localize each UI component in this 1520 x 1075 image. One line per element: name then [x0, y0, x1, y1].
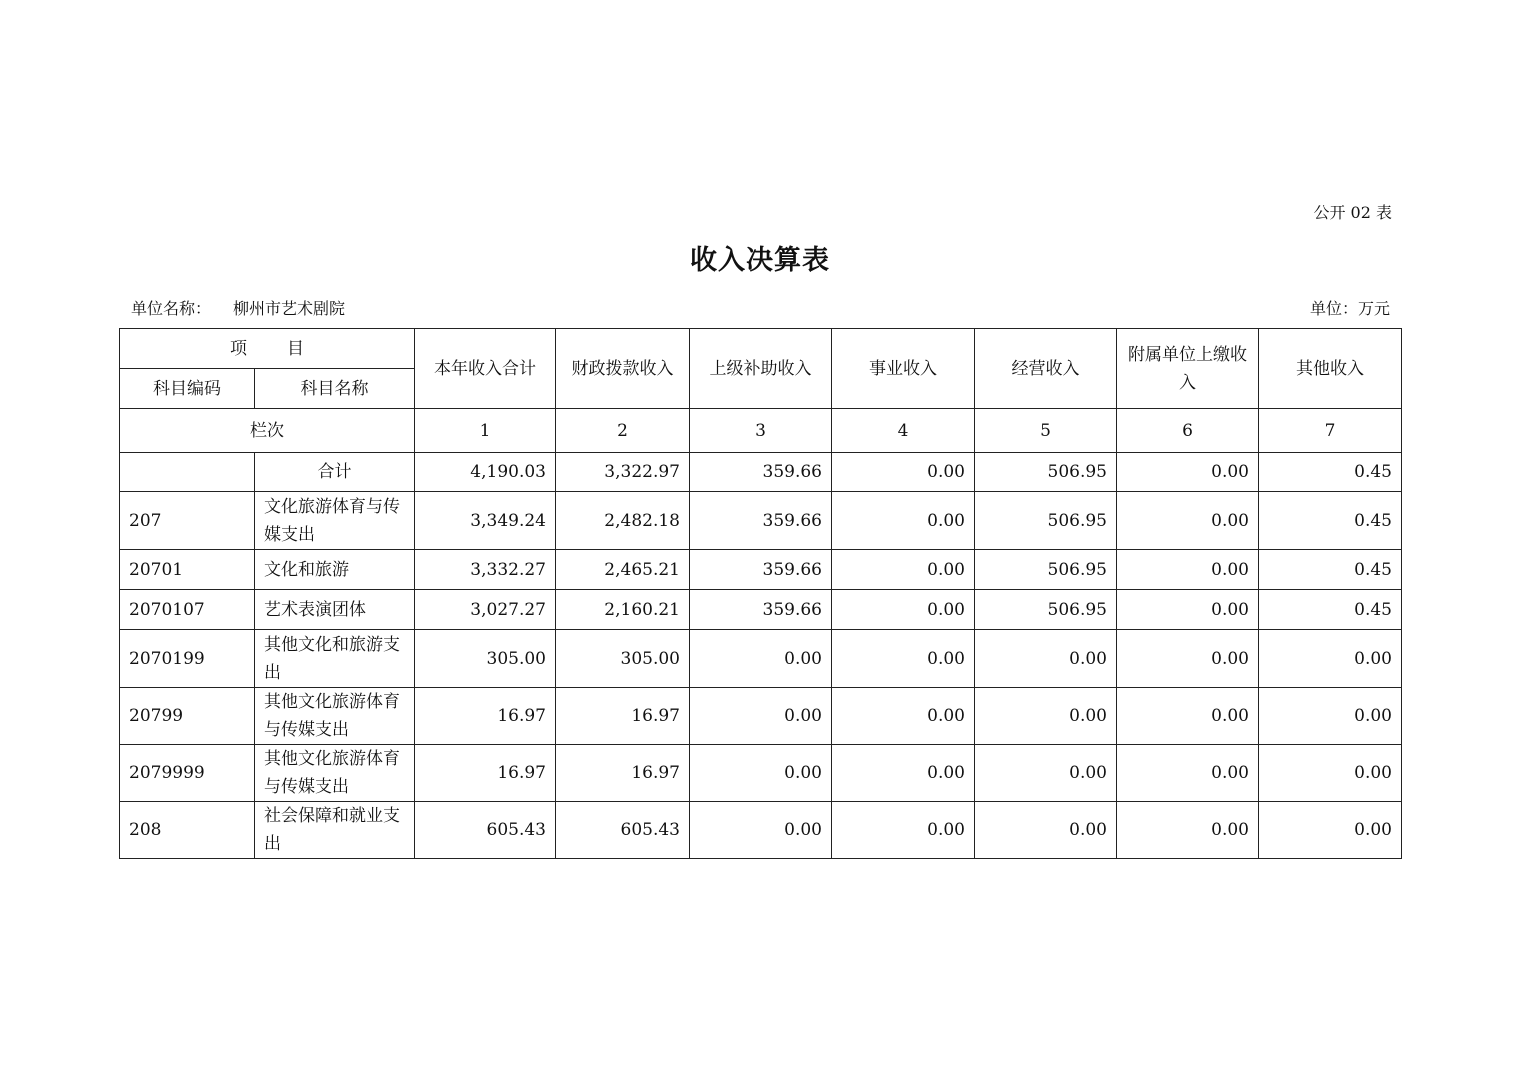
amount-cell: 0.00	[1259, 802, 1402, 859]
amount-cell: 0.00	[975, 688, 1117, 745]
amount-cell: 0.00	[1259, 688, 1402, 745]
account-name: 社会保障和就业支出	[255, 802, 415, 859]
amount-cell: 0.00	[975, 630, 1117, 688]
amount-cell: 506.95	[975, 453, 1117, 492]
column-number-row	[120, 409, 1402, 453]
account-name: 文化和旅游	[255, 550, 415, 590]
table-body	[120, 453, 1402, 859]
amount-cell: 0.00	[832, 745, 975, 802]
amount-cell: 0.00	[690, 745, 832, 802]
account-code: 20701	[120, 550, 255, 590]
amount-cell: 16.97	[556, 745, 690, 802]
amount-cell: 3,027.27	[415, 590, 556, 630]
column-number: 7	[1259, 409, 1402, 453]
account-code: 207	[120, 492, 255, 550]
amount-cell: 0.00	[1259, 630, 1402, 688]
column-number-label: 栏次	[120, 409, 415, 453]
amount-cell: 3,332.27	[415, 550, 556, 590]
amount-cell: 0.00	[832, 453, 975, 492]
table-row	[120, 745, 1402, 802]
amount-cell: 0.00	[1117, 630, 1259, 688]
account-name: 合计	[255, 453, 415, 492]
amount-cell: 0.00	[832, 802, 975, 859]
amount-cell: 359.66	[690, 550, 832, 590]
table-row	[120, 802, 1402, 859]
currency-unit: 单位：万元	[1309, 299, 1390, 318]
amount-cell: 0.00	[1117, 492, 1259, 550]
table-row	[120, 590, 1402, 630]
account-name: 其他文化旅游体育与传媒支出	[255, 688, 415, 745]
amount-cell: 0.00	[1117, 688, 1259, 745]
column-number: 6	[1117, 409, 1259, 453]
amount-cell: 2,160.21	[556, 590, 690, 630]
header-col-total: 本年收入合计	[415, 329, 556, 409]
amount-cell: 2,465.21	[556, 550, 690, 590]
amount-cell: 0.00	[832, 630, 975, 688]
amount-cell: 359.66	[690, 492, 832, 550]
page-title: 收入决算表	[690, 245, 830, 276]
amount-cell: 305.00	[556, 630, 690, 688]
amount-cell: 0.00	[832, 590, 975, 630]
account-code: 2079999	[120, 745, 255, 802]
amount-cell: 16.97	[415, 688, 556, 745]
account-code: 208	[120, 802, 255, 859]
amount-cell: 0.00	[1117, 590, 1259, 630]
unit-name-value: 柳州市艺术剧院	[233, 299, 346, 318]
amount-cell: 3,349.24	[415, 492, 556, 550]
column-number: 1	[415, 409, 556, 453]
amount-cell: 16.97	[415, 745, 556, 802]
column-number: 3	[690, 409, 832, 453]
amount-cell: 359.66	[690, 590, 832, 630]
amount-cell: 0.45	[1259, 550, 1402, 590]
amount-cell: 0.00	[832, 550, 975, 590]
table-row	[120, 550, 1402, 590]
amount-cell: 605.43	[556, 802, 690, 859]
header-name: 科目名称	[255, 369, 415, 409]
amount-cell: 506.95	[975, 590, 1117, 630]
amount-cell: 0.00	[832, 492, 975, 550]
amount-cell: 0.00	[690, 688, 832, 745]
header-col-fiscal: 财政拨款收入	[556, 329, 690, 409]
account-code: 2070107	[120, 590, 255, 630]
unit-name-label: 单位名称：	[131, 299, 212, 318]
header-col-other: 其他收入	[1259, 329, 1402, 409]
account-name: 艺术表演团体	[255, 590, 415, 630]
amount-cell: 605.43	[415, 802, 556, 859]
amount-cell: 506.95	[975, 492, 1117, 550]
amount-cell: 16.97	[556, 688, 690, 745]
amount-cell: 0.00	[1117, 550, 1259, 590]
account-name: 其他文化和旅游支出	[255, 630, 415, 688]
header-col-business: 事业收入	[832, 329, 975, 409]
amount-cell: 0.45	[1259, 590, 1402, 630]
amount-cell: 2,482.18	[556, 492, 690, 550]
amount-cell: 506.95	[975, 550, 1117, 590]
header-row-1	[120, 329, 1402, 369]
column-number: 2	[556, 409, 690, 453]
account-name: 其他文化旅游体育与传媒支出	[255, 745, 415, 802]
table-row	[120, 453, 1402, 492]
header-code: 科目编码	[120, 369, 255, 409]
amount-cell: 0.45	[1259, 492, 1402, 550]
amount-cell: 0.00	[1117, 745, 1259, 802]
income-table	[119, 328, 1402, 859]
amount-cell: 4,190.03	[415, 453, 556, 492]
account-code: 2070199	[120, 630, 255, 688]
header-col-affiliated: 附属单位上缴收入	[1117, 329, 1259, 409]
account-code: 20799	[120, 688, 255, 745]
table-row	[120, 630, 1402, 688]
amount-cell: 0.00	[975, 745, 1117, 802]
amount-cell: 3,322.97	[556, 453, 690, 492]
amount-cell: 0.00	[1117, 802, 1259, 859]
amount-cell: 0.00	[832, 688, 975, 745]
column-number: 4	[832, 409, 975, 453]
amount-cell: 305.00	[415, 630, 556, 688]
table-row	[120, 688, 1402, 745]
account-name: 文化旅游体育与传媒支出	[255, 492, 415, 550]
account-code	[120, 453, 255, 492]
table-row	[120, 492, 1402, 550]
column-number: 5	[975, 409, 1117, 453]
amount-cell: 359.66	[690, 453, 832, 492]
amount-cell: 0.00	[1117, 453, 1259, 492]
amount-cell: 0.00	[1259, 745, 1402, 802]
amount-cell: 0.00	[975, 802, 1117, 859]
amount-cell: 0.00	[690, 630, 832, 688]
header-project: 项 目	[120, 329, 415, 369]
header-col-operating: 经营收入	[975, 329, 1117, 409]
form-number: 公开 02 表	[1313, 203, 1392, 222]
header-col-superior-subsidy: 上级补助收入	[690, 329, 832, 409]
amount-cell: 0.00	[690, 802, 832, 859]
amount-cell: 0.45	[1259, 453, 1402, 492]
unit-name-line	[131, 296, 345, 319]
